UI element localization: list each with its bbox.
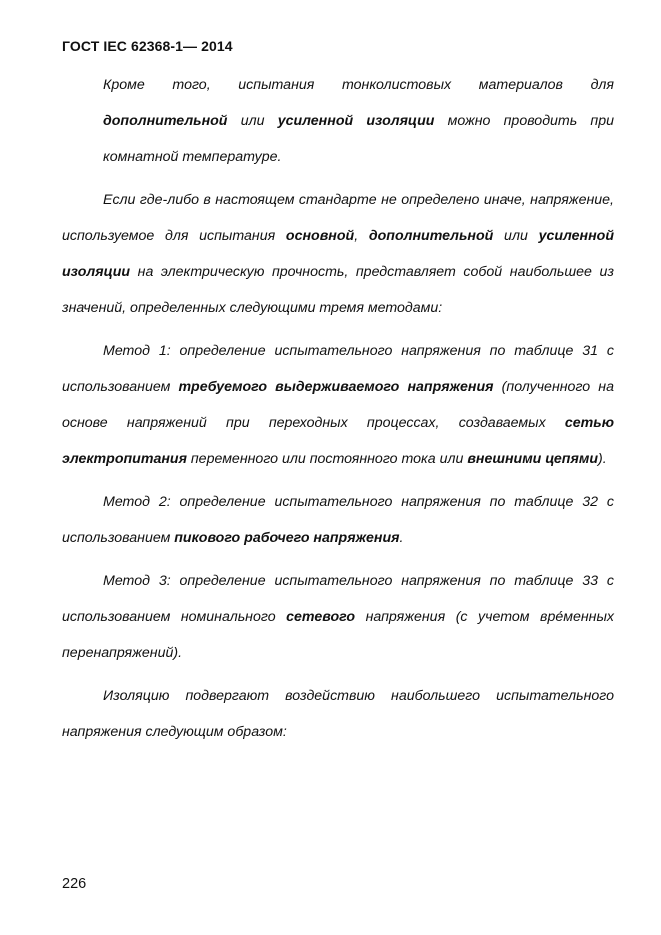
text-run: или: [227, 113, 278, 129]
text-run: или: [493, 228, 539, 244]
bold-term: основной: [285, 228, 355, 244]
bold-term: дополнительной: [103, 113, 228, 129]
text-run: напряжения (с учетом вре́менных перенапряжений).: [62, 609, 615, 661]
text-run: можно проводить при комнатной температуре.: [103, 113, 615, 165]
text-run: Метод 3: определение испытательного напряжения по таблице 33 с использованием номинального: [62, 573, 614, 625]
text-run: ).: [598, 451, 607, 467]
text-run: Если где-либо в настоящем стандарте не определено иначе, напряжение, используемое для испытания: [62, 192, 614, 244]
page-number: 226: [62, 876, 87, 892]
bold-term: требуемого выдерживаемого напряжения: [178, 379, 494, 395]
paragraph-method-3: [62, 563, 614, 671]
bold-term: сетью электропитания: [62, 415, 614, 467]
text-run: ,: [354, 228, 369, 244]
text-run: .: [399, 530, 404, 546]
text-run: Изоляцию подвергают воздействию наибольшего испытательного напряжения следующим образом:: [62, 688, 614, 740]
bold-term: сетевого: [286, 609, 356, 625]
document-body: [62, 67, 614, 750]
text-run: Кроме того, испытания тонколистовых материалов для: [103, 77, 614, 93]
paragraph-method-1: [62, 333, 614, 477]
bold-term: усиленной изоляции: [62, 228, 615, 280]
text-run: на электрическую прочность, представляет собой наибольшее из значений, определенных следующими тремя методами:: [62, 264, 614, 316]
bold-term: дополнительной: [368, 228, 494, 244]
paragraph-thin-sheet-testing: [62, 67, 614, 175]
text-run: переменного или постоянного тока или: [186, 451, 468, 467]
bold-term: пикового рабочего напряжения: [174, 530, 400, 546]
bold-term: усиленной изоляции: [277, 113, 435, 129]
paragraph-insulation-exposure: [62, 678, 614, 750]
document-header: ГОСТ IEC 62368-1— 2014: [62, 38, 233, 54]
paragraph-test-voltage-methods: [62, 182, 614, 326]
paragraph-method-2: [62, 484, 614, 556]
bold-term: внешними цепями: [467, 451, 598, 467]
text-run: (полученного на основе напряжений при переходных процессах, создаваемых: [62, 379, 614, 431]
text-run: Метод 1: определение испытательного напряжения по таблице 31 с использованием: [62, 343, 614, 395]
text-run: Метод 2: определение испытательного напряжения по таблице 32 с использованием: [62, 494, 614, 546]
